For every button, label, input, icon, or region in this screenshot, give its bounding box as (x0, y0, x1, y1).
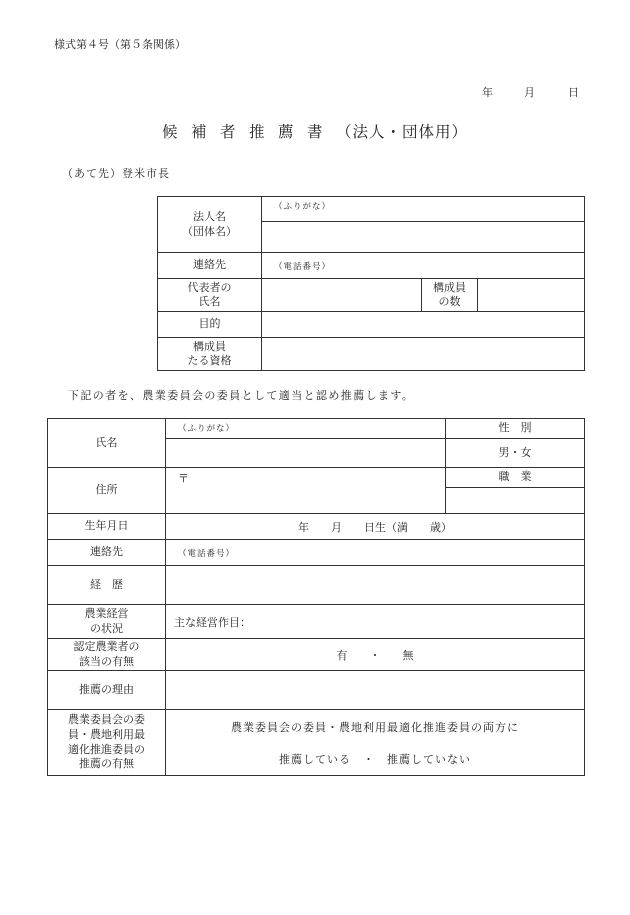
cand-contact-label: 連絡先 (48, 540, 166, 566)
cand-dual-options[interactable] (166, 710, 585, 776)
cand-sex-options[interactable]: 男・女 (446, 439, 585, 468)
cand-job-field[interactable] (446, 488, 585, 514)
cand-dual-label-line1: 農業委員会の委 (68, 713, 145, 727)
cand-farm-label-line1: 農業経営 (84, 607, 129, 621)
org-furigana-field[interactable] (262, 197, 585, 222)
org-purpose-field[interactable] (262, 312, 585, 338)
cand-dob-label: 生年月日 (48, 514, 166, 540)
cand-farm-label (48, 605, 166, 639)
date-month: 月 (524, 86, 535, 99)
org-members-label-line2: の数 (438, 295, 461, 308)
cand-contact-field[interactable] (166, 540, 585, 566)
cand-career-field[interactable] (166, 566, 585, 605)
org-name-field[interactable] (262, 222, 585, 253)
cand-certified-options[interactable]: 有 ・ 無 (166, 639, 585, 671)
cand-certified-label-line2: 該当の有無 (79, 654, 134, 668)
date-line (482, 84, 579, 100)
date-day: 日 (568, 86, 579, 99)
cand-sex-label: 性 別 (446, 419, 585, 439)
cand-furigana-hint: （ふりがな） (178, 424, 236, 434)
org-qual-label-line1: 構成員 (193, 339, 226, 353)
date-year: 年 (482, 86, 493, 99)
org-name-label-line2: （団体名） (182, 224, 237, 238)
organization-table (157, 196, 585, 371)
org-qual-label-line2: たる資格 (187, 354, 232, 367)
candidate-table (47, 418, 585, 776)
addressee: （あて先）登米市長 (62, 167, 170, 180)
org-furigana-hint: （ふりがな） (274, 202, 332, 212)
cand-dob-field[interactable]: 年 月 日生（満 歳） (166, 514, 585, 540)
org-contact-label: 連絡先 (158, 253, 262, 279)
org-members-field[interactable] (478, 279, 585, 312)
recommendation-statement: 下記の者を、農業委員会の委員として適当と認め推薦します。 (68, 389, 415, 402)
cand-certified-label (48, 639, 166, 671)
cand-reason-label: 推薦の理由 (48, 671, 166, 710)
org-members-label (422, 279, 478, 312)
org-phone-hint: （電話番号） (274, 262, 332, 272)
org-rep-label-line2: 氏名 (198, 295, 221, 308)
org-contact-field[interactable] (262, 253, 585, 279)
title-main: 候補者推薦書 (161, 123, 336, 141)
cand-dual-line2[interactable]: 推薦している ・ 推薦していない (279, 752, 471, 766)
org-name-label (158, 197, 262, 253)
cand-dual-label (48, 710, 166, 776)
cand-dual-label-line3: 適化推進委員の (68, 742, 145, 756)
cand-address-field[interactable] (166, 468, 446, 514)
cand-name-field[interactable] (166, 439, 446, 468)
cand-dual-label-line2: 員・農地利用最 (68, 727, 145, 741)
document-title (0, 120, 630, 142)
cand-farm-field[interactable] (166, 605, 585, 639)
form-code: 様式第４号（第５条関係） (54, 38, 186, 51)
cand-furigana-field[interactable] (166, 419, 446, 439)
cand-dual-line1: 農業委員会の委員・農地利用最適化推進委員の両方に (231, 720, 519, 734)
org-qualification-label (158, 338, 262, 371)
cand-certified-label-line1: 認定農業者の (73, 640, 140, 654)
cand-job-label: 職 業 (446, 468, 585, 488)
cand-name-label: 氏名 (48, 419, 166, 468)
cand-farm-hint: 主な経営作目： (174, 615, 251, 629)
postal-mark: 〒 (178, 472, 190, 485)
cand-address-label: 住所 (48, 468, 166, 514)
org-representative-label (158, 279, 262, 312)
cand-dual-label-line4: 推薦の有無 (79, 757, 134, 771)
cand-farm-label-line2: の状況 (90, 621, 123, 635)
cand-career-label: 経 歴 (48, 566, 166, 605)
cand-reason-field[interactable] (166, 671, 585, 710)
org-name-label-line1: 法人名 (193, 210, 226, 224)
org-members-label-line1: 構成員 (433, 280, 466, 294)
cand-phone-hint: （電話番号） (178, 549, 236, 559)
org-purpose-label: 目的 (158, 312, 262, 338)
org-representative-field[interactable] (262, 279, 422, 312)
org-qualification-field[interactable] (262, 338, 585, 371)
org-rep-label-line1: 代表者の (187, 280, 232, 294)
title-sub: （法人・団体用） (336, 123, 469, 141)
